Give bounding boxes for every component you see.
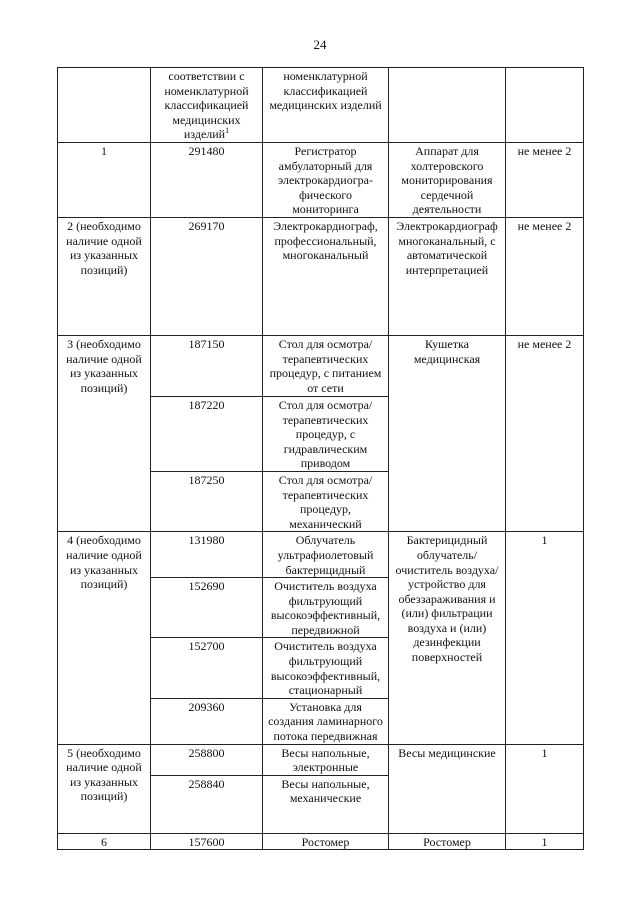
item-name: Ростомер — [263, 833, 389, 850]
header-cell-quantity — [506, 68, 584, 143]
quantity: не менее 2 — [506, 217, 584, 335]
item-code: 131980 — [151, 532, 263, 578]
quantity: не менее 2 — [506, 143, 584, 218]
device-name: Весы медицинские — [389, 744, 506, 833]
header-code-text: соответствии с номенклатурной классификацией медицинских изделий — [164, 69, 249, 142]
table-row — [58, 143, 584, 218]
item-code: 187220 — [151, 396, 263, 471]
item-code: 258840 — [151, 775, 263, 833]
item-code: 152690 — [151, 578, 263, 638]
item-name: Установка для создания ламинарного потока передвижная — [263, 698, 389, 744]
quantity: 1 — [506, 833, 584, 850]
item-code: 152700 — [151, 638, 263, 698]
item-code: 187150 — [151, 335, 263, 396]
device-name: Бактерицидный облучатель/ очиститель воздуха/ устройство для обеззараживания и (или) фильтрации воздуха и (или) дезинфекции поверхностей — [389, 532, 506, 744]
row-number: 3 (необходимо наличие одной из указанных позиций) — [58, 335, 151, 531]
device-name: Аппарат для холтеровского мониторирования сердечной деятельности — [389, 143, 506, 218]
row-number: 6 — [58, 833, 151, 850]
item-name: Весы напольные, электронные — [263, 744, 389, 775]
row-number: 5 (необходимо наличие одной из указанных позиций) — [58, 744, 151, 833]
header-cell-type: номенклатурной классификацией медицинских изделий — [263, 68, 389, 143]
table-header-row — [58, 68, 584, 143]
item-code: 258800 — [151, 744, 263, 775]
quantity: 1 — [506, 744, 584, 833]
quantity: 1 — [506, 532, 584, 744]
item-name: Очиститель воздуха фильтрующий высокоэффективный, передвижной — [263, 578, 389, 638]
table-row — [58, 833, 584, 850]
item-name: Стол для осмотра/ терапевтических процедур, механический — [263, 471, 389, 531]
table-row — [58, 532, 584, 578]
row-number: 4 (необходимо наличие одной из указанных позиций) — [58, 532, 151, 744]
table-row — [58, 744, 584, 775]
header-cell-number — [58, 68, 151, 143]
table-row — [58, 217, 584, 335]
item-name: Очиститель воздуха фильтрующий высокоэффективный, стационарный — [263, 638, 389, 698]
item-code: 187250 — [151, 471, 263, 531]
page-number: 24 — [313, 37, 327, 52]
header-cell-device — [389, 68, 506, 143]
item-code: 157600 — [151, 833, 263, 850]
row-number: 1 — [58, 143, 151, 218]
item-name: Электрокардиограф, профессиональный, многоканальный — [263, 217, 389, 335]
item-name: Стол для осмотра/ терапевтических процедур, с питанием от сети — [263, 335, 389, 396]
device-name: Электрокардиограф многоканальный, с автоматической интерпретацией — [389, 217, 506, 335]
item-name: Весы напольные, механические — [263, 775, 389, 833]
table-row — [58, 335, 584, 396]
equipment-table — [57, 67, 584, 850]
item-name: Облучатель ультрафиолетовый бактерицидный — [263, 532, 389, 578]
footnote-marker: 1 — [225, 126, 230, 136]
item-code: 291480 — [151, 143, 263, 218]
item-code: 269170 — [151, 217, 263, 335]
header-cell-code — [151, 68, 263, 143]
item-name: Стол для осмотра/ терапевтических процедур, с гидравлическим приводом — [263, 396, 389, 471]
row-number: 2 (необходимо наличие одной из указанных позиций) — [58, 217, 151, 335]
quantity: не менее 2 — [506, 335, 584, 531]
item-name: Регистратор амбулаторный для электрокардиогра-фического мониторинга — [263, 143, 389, 218]
device-name: Ростомер — [389, 833, 506, 850]
item-code: 209360 — [151, 698, 263, 744]
device-name: Кушетка медицинская — [389, 335, 506, 531]
